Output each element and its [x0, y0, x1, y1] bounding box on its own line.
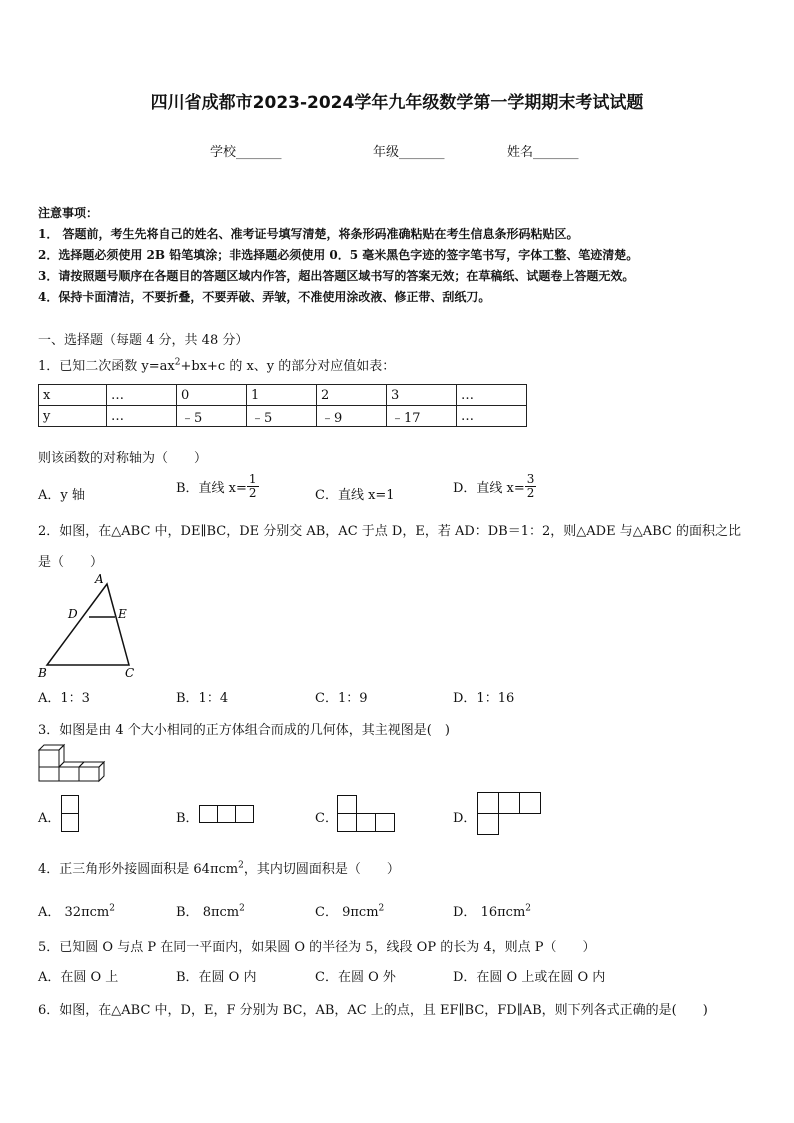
q4-option-d: D． 16πcm$^2$	[453, 903, 532, 920]
triangle-figure	[36, 572, 146, 682]
table-cell: ﹣5	[177, 406, 247, 427]
q2-option-d: D．1：16	[453, 691, 515, 706]
q5-option-a: A．在圆 O 上	[38, 970, 119, 985]
q3-option-d-shape	[477, 792, 543, 836]
q3-option-d: D．	[453, 811, 477, 826]
school-field: 学校_______	[210, 145, 282, 160]
q1-value-table	[38, 384, 527, 427]
q2-option-a: A．1：3	[38, 691, 90, 706]
q1-stem: 1．已知二次函数 $y=ax^2+bx+c$ 的 x、y 的部分对应值如表：	[38, 357, 396, 374]
note-item-4: 4．保持卡面清洁，不要折叠，不要弄破、弄皱，不准使用涂改液、修正带、刮纸刀。	[38, 290, 491, 304]
table-cell: …	[457, 385, 527, 406]
q1-option-c: C．直线 x=1	[315, 488, 395, 503]
table-cell: ﹣9	[317, 406, 387, 427]
grade-field: 年级_______	[373, 145, 445, 160]
vertex-label-a: A	[95, 572, 104, 586]
q3-option-c: C．	[315, 811, 338, 826]
vertex-label-c: C	[125, 666, 135, 680]
q3-option-b: B．	[176, 811, 199, 826]
q3-stem: 3．如图是由 4 个大小相同的正方体组合而成的几何体，其主视图是( )	[38, 723, 450, 738]
q4-stem: 4．正三角形外接圆面积是 64πcm$^2$，其内切圆面积是（ ）	[38, 860, 400, 877]
note-item-3: 3．请按照题号顺序在各题目的答题区域内作答，超出答题区域书写的答案无效；在草稿纸、试题卷上答题无效。	[38, 269, 635, 283]
q4-option-a: A． 32πcm$^2$	[38, 903, 115, 920]
notes-heading: 注意事项：	[38, 206, 99, 220]
q5-stem: 5．已知圆 O 与点 P 在同一平面内，如果圆 O 的半径为 5，线段 OP 的长为 4，则点 P（ ）	[38, 940, 596, 955]
section-heading: 一、选择题（每题 4 分，共 48 分）	[38, 333, 249, 348]
vertex-label-b: B	[38, 666, 47, 680]
q2-option-b: B．1：4	[176, 691, 229, 706]
table-cell: 0	[177, 385, 247, 406]
q4-option-b: B． 8πcm$^2$	[176, 903, 245, 920]
q3-option-a: A．	[38, 811, 61, 826]
table-cell: 2	[317, 385, 387, 406]
vertex-label-d: D	[68, 607, 78, 621]
q1-option-b: B．直线 x= $\frac{1}{2}$	[176, 472, 257, 500]
table-cell: x	[39, 385, 107, 406]
triangle-abc	[47, 584, 129, 665]
q2-option-c: C．1：9	[315, 691, 368, 706]
q3-option-b-shape	[199, 805, 255, 825]
q3-option-a-shape	[61, 795, 81, 833]
table-cell: ﹣17	[387, 406, 457, 427]
table-cell: ﹣5	[247, 406, 317, 427]
table-cell: 3	[387, 385, 457, 406]
table-cell: y	[39, 406, 107, 427]
table-cell: 1	[247, 385, 317, 406]
cube-solid-figure	[38, 742, 108, 784]
q2-stem-continued: 是（ ）	[38, 555, 104, 570]
q5-option-c: C．在圆 O 外	[315, 970, 396, 985]
page-title: 四川省成都市2023-2024学年九年级数学第一学期期末考试试题	[150, 93, 644, 113]
q2-stem: 2．如图，在△ABC 中，DE∥BC，DE 分别交 AB，AC 于点 D，E，若 AD：DB＝1：2，则△ADE 与△ABC 的面积之比	[38, 524, 741, 539]
note-item-2: 2．选择题必须使用 2B 铅笔填涂；非选择题必须使用 0．5 毫米黑色字迹的签字笔书写，字体工整、笔迹清楚。	[38, 248, 639, 262]
q5-option-d: D．在圆 O 上或在圆 O 内	[453, 970, 606, 985]
table-row	[39, 406, 527, 427]
vertex-label-e: E	[118, 607, 127, 621]
table-cell: …	[107, 406, 177, 427]
table-cell: …	[457, 406, 527, 427]
q1-option-a: A．y 轴	[38, 488, 85, 503]
q4-option-c: C． 9πcm$^2$	[315, 903, 385, 920]
q3-option-c-shape	[337, 795, 397, 833]
q6-stem: 6．如图，在△ABC 中，D，E，F 分别为 BC，AB，AC 上的点，且 EF∥BC，FD∥AB，则下列各式正确的是( )	[38, 1003, 708, 1018]
table-row	[39, 385, 527, 406]
q1-question: 则该函数的对称轴为（ ）	[38, 451, 208, 466]
table-cell: …	[107, 385, 177, 406]
note-item-1: 1． 答题前，考生先将自己的姓名、准考证号填写清楚，将条形码准确粘贴在考生信息条形码粘贴区。	[38, 227, 579, 241]
q5-option-b: B．在圆 O 内	[176, 970, 257, 985]
name-field: 姓名_______	[507, 145, 579, 160]
q1-option-d: D．直线 x= $\frac{3}{2}$	[453, 472, 535, 500]
